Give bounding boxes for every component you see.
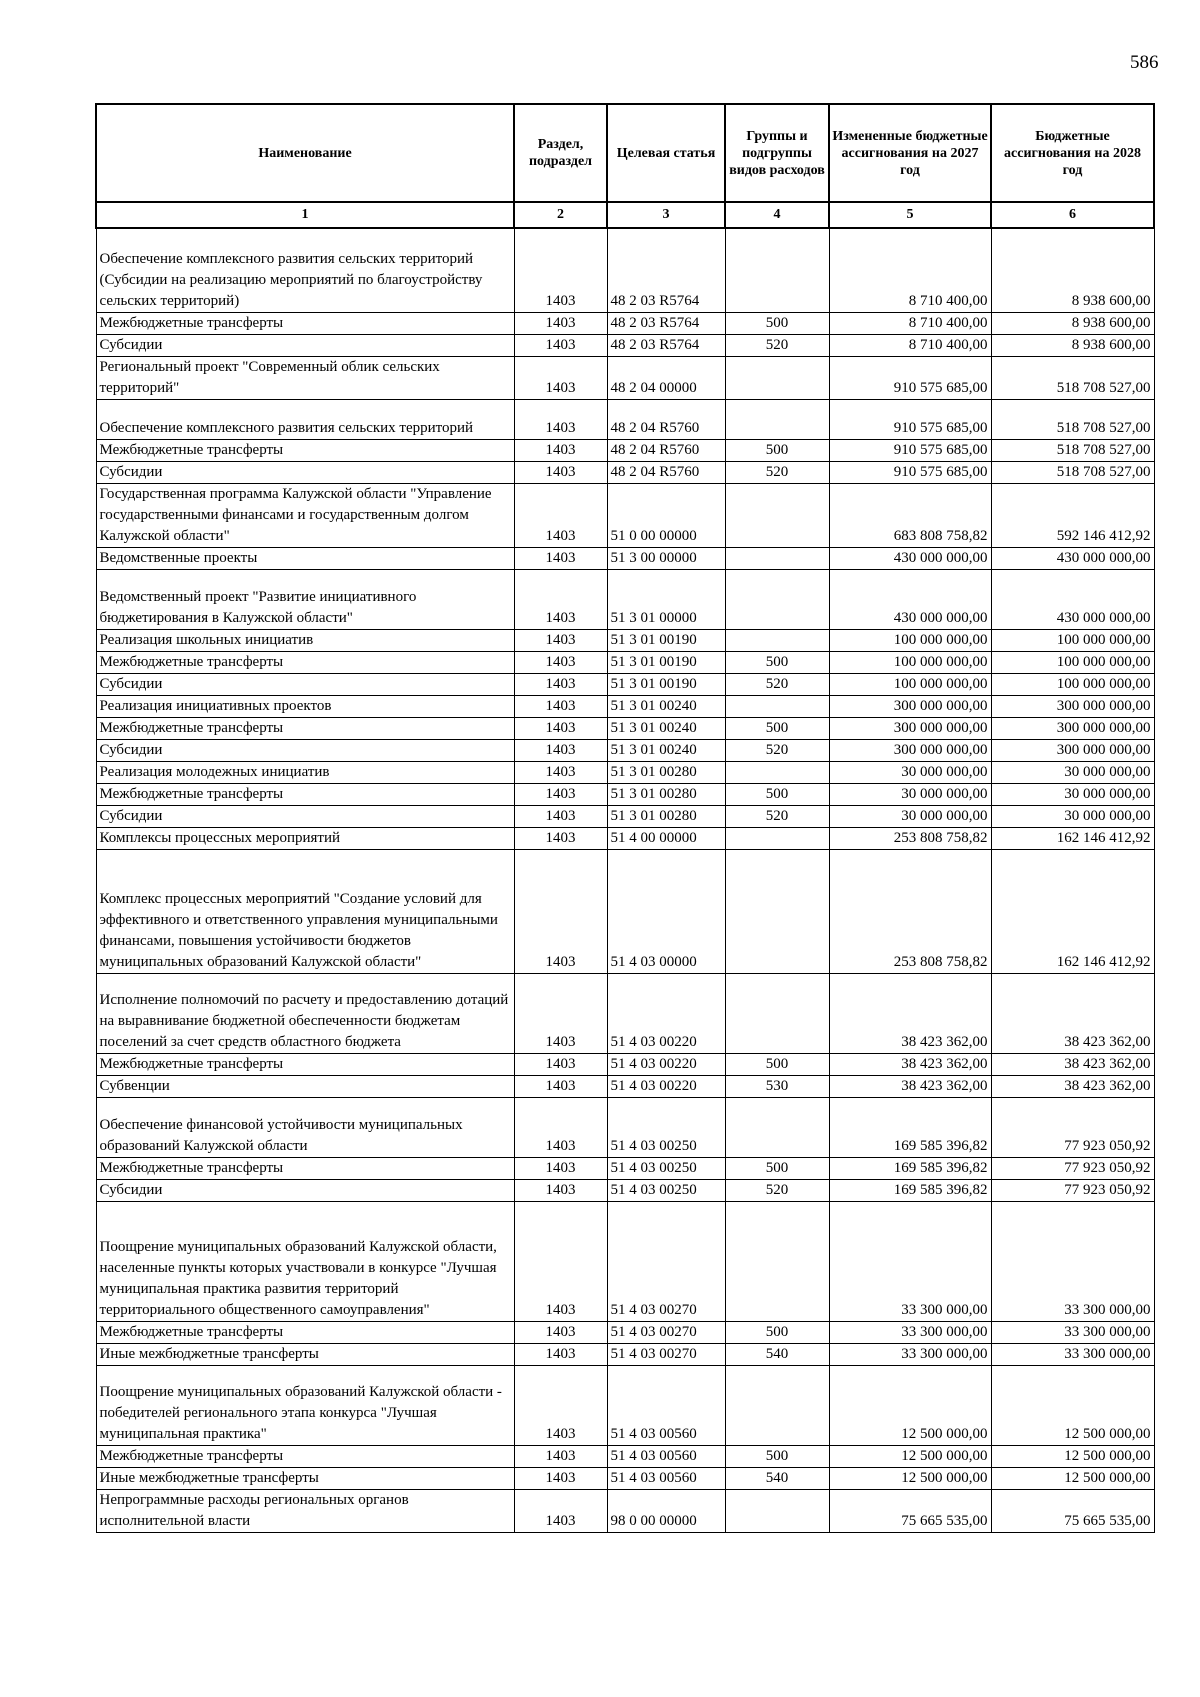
row-target: 48 2 03 R5764 [607, 334, 725, 356]
header-amount-2028: Бюджетные ассигнования на 2028 год [991, 104, 1154, 202]
row-section: 1403 [514, 1489, 607, 1532]
table-row [96, 739, 1154, 761]
row-name: Субвенции [96, 1075, 514, 1097]
row-target: 51 3 01 00280 [607, 805, 725, 827]
table-row [96, 461, 1154, 483]
row-amount-2028: 430 000 000,00 [991, 569, 1154, 629]
row-amount-2027: 38 423 362,00 [829, 1075, 991, 1097]
row-amount-2028: 518 708 527,00 [991, 461, 1154, 483]
table-row [96, 827, 1154, 849]
row-name: Межбюджетные трансферты [96, 783, 514, 805]
table-row [96, 1075, 1154, 1097]
row-target: 51 4 03 00270 [607, 1321, 725, 1343]
row-target: 51 3 01 00190 [607, 673, 725, 695]
row-group: 500 [725, 717, 829, 739]
row-group: 530 [725, 1075, 829, 1097]
column-number: 2 [514, 202, 607, 228]
row-amount-2028: 300 000 000,00 [991, 739, 1154, 761]
column-number: 6 [991, 202, 1154, 228]
row-amount-2027: 100 000 000,00 [829, 651, 991, 673]
row-amount-2027: 910 575 685,00 [829, 461, 991, 483]
row-name: Субсидии [96, 1179, 514, 1201]
row-amount-2028: 518 708 527,00 [991, 356, 1154, 399]
row-group: 500 [725, 439, 829, 461]
row-amount-2028: 8 938 600,00 [991, 334, 1154, 356]
header-name: Наименование [96, 104, 514, 202]
row-amount-2027: 169 585 396,82 [829, 1179, 991, 1201]
row-group: 500 [725, 312, 829, 334]
row-target: 51 4 03 00220 [607, 1075, 725, 1097]
header-group: Группы и подгруппы видов расходов [725, 104, 829, 202]
row-section: 1403 [514, 439, 607, 461]
table-row [96, 1365, 1154, 1445]
row-section: 1403 [514, 228, 607, 312]
row-section: 1403 [514, 483, 607, 547]
row-group [725, 827, 829, 849]
header-target: Целевая статья [607, 104, 725, 202]
row-name: Межбюджетные трансферты [96, 1053, 514, 1075]
row-target: 51 4 03 00270 [607, 1201, 725, 1321]
table-row [96, 673, 1154, 695]
row-target: 51 4 03 00220 [607, 1053, 725, 1075]
row-section: 1403 [514, 673, 607, 695]
row-section: 1403 [514, 1179, 607, 1201]
table-row [96, 849, 1154, 973]
row-name: Межбюджетные трансферты [96, 717, 514, 739]
row-target: 51 4 03 00000 [607, 849, 725, 973]
row-amount-2028: 8 938 600,00 [991, 228, 1154, 312]
row-group: 520 [725, 805, 829, 827]
row-amount-2028: 30 000 000,00 [991, 783, 1154, 805]
row-amount-2028: 12 500 000,00 [991, 1467, 1154, 1489]
row-group: 500 [725, 783, 829, 805]
row-section: 1403 [514, 1445, 607, 1467]
row-amount-2028: 12 500 000,00 [991, 1365, 1154, 1445]
table-row [96, 439, 1154, 461]
row-group: 520 [725, 461, 829, 483]
row-name: Субсидии [96, 461, 514, 483]
table-row [96, 356, 1154, 399]
row-group: 520 [725, 1179, 829, 1201]
row-section: 1403 [514, 1321, 607, 1343]
table-row [96, 973, 1154, 1053]
row-target: 51 4 03 00270 [607, 1343, 725, 1365]
header-row [96, 104, 1154, 202]
row-amount-2028: 38 423 362,00 [991, 973, 1154, 1053]
row-group: 520 [725, 334, 829, 356]
column-number: 1 [96, 202, 514, 228]
row-target: 51 4 03 00250 [607, 1097, 725, 1157]
row-amount-2027: 12 500 000,00 [829, 1365, 991, 1445]
row-group [725, 1097, 829, 1157]
row-name: Реализация молодежных инициатив [96, 761, 514, 783]
row-section: 1403 [514, 849, 607, 973]
row-amount-2028: 75 665 535,00 [991, 1489, 1154, 1532]
row-amount-2028: 8 938 600,00 [991, 312, 1154, 334]
row-section: 1403 [514, 1365, 607, 1445]
row-section: 1403 [514, 651, 607, 673]
row-name: Реализация инициативных проектов [96, 695, 514, 717]
row-amount-2027: 8 710 400,00 [829, 228, 991, 312]
row-amount-2027: 8 710 400,00 [829, 312, 991, 334]
row-target: 48 2 04 R5760 [607, 399, 725, 439]
row-section: 1403 [514, 461, 607, 483]
header-amount-2027: Измененные бюджетные ассигнования на 2027 год [829, 104, 991, 202]
table-row [96, 1157, 1154, 1179]
row-amount-2028: 77 923 050,92 [991, 1157, 1154, 1179]
row-group: 520 [725, 673, 829, 695]
row-name: Государственная программа Калужской области "Управление государственными финансами и государственным долгом Калужской области" [96, 483, 514, 547]
table-row [96, 1343, 1154, 1365]
row-amount-2028: 38 423 362,00 [991, 1075, 1154, 1097]
table-row [96, 629, 1154, 651]
column-number: 3 [607, 202, 725, 228]
column-number-row [96, 202, 1154, 228]
table-row [96, 483, 1154, 547]
row-name: Региональный проект "Современный облик сельских территорий" [96, 356, 514, 399]
row-section: 1403 [514, 805, 607, 827]
row-section: 1403 [514, 783, 607, 805]
row-target: 51 4 03 00250 [607, 1179, 725, 1201]
row-name: Комплексы процессных мероприятий [96, 827, 514, 849]
row-section: 1403 [514, 356, 607, 399]
row-name: Субсидии [96, 334, 514, 356]
row-section: 1403 [514, 312, 607, 334]
row-amount-2027: 430 000 000,00 [829, 547, 991, 569]
row-amount-2027: 300 000 000,00 [829, 739, 991, 761]
row-amount-2027: 910 575 685,00 [829, 399, 991, 439]
table-row [96, 1489, 1154, 1532]
row-amount-2028: 518 708 527,00 [991, 439, 1154, 461]
row-amount-2028: 300 000 000,00 [991, 695, 1154, 717]
row-target: 51 3 01 00280 [607, 761, 725, 783]
table-row [96, 717, 1154, 739]
row-amount-2028: 33 300 000,00 [991, 1201, 1154, 1321]
row-name: Субсидии [96, 673, 514, 695]
row-name: Межбюджетные трансферты [96, 1321, 514, 1343]
row-target: 51 3 01 00190 [607, 651, 725, 673]
row-group [725, 1365, 829, 1445]
row-amount-2027: 30 000 000,00 [829, 761, 991, 783]
row-group: 500 [725, 1053, 829, 1075]
row-name: Обеспечение финансовой устойчивости муниципальных образований Калужской области [96, 1097, 514, 1157]
row-amount-2027: 12 500 000,00 [829, 1467, 991, 1489]
table-row [96, 228, 1154, 312]
header-section: Раздел, подраздел [514, 104, 607, 202]
row-section: 1403 [514, 547, 607, 569]
row-name: Ведомственный проект "Развитие инициативного бюджетирования в Калужской области" [96, 569, 514, 629]
row-target: 51 3 00 00000 [607, 547, 725, 569]
row-target: 51 3 01 00240 [607, 695, 725, 717]
table-row [96, 695, 1154, 717]
row-amount-2027: 8 710 400,00 [829, 334, 991, 356]
row-amount-2027: 38 423 362,00 [829, 973, 991, 1053]
row-section: 1403 [514, 399, 607, 439]
row-amount-2028: 592 146 412,92 [991, 483, 1154, 547]
row-section: 1403 [514, 1343, 607, 1365]
row-target: 51 4 03 00250 [607, 1157, 725, 1179]
row-target: 51 4 03 00220 [607, 973, 725, 1053]
row-amount-2028: 100 000 000,00 [991, 651, 1154, 673]
row-section: 1403 [514, 569, 607, 629]
table-row [96, 651, 1154, 673]
table-row [96, 399, 1154, 439]
row-group [725, 761, 829, 783]
row-amount-2027: 253 808 758,82 [829, 849, 991, 973]
row-target: 51 3 01 00240 [607, 717, 725, 739]
row-amount-2028: 38 423 362,00 [991, 1053, 1154, 1075]
row-target: 51 3 01 00280 [607, 783, 725, 805]
row-target: 51 3 01 00240 [607, 739, 725, 761]
row-group [725, 629, 829, 651]
row-target: 48 2 04 R5760 [607, 461, 725, 483]
table-row [96, 1179, 1154, 1201]
table-row [96, 1321, 1154, 1343]
row-target: 51 4 03 00560 [607, 1445, 725, 1467]
row-name: Ведомственные проекты [96, 547, 514, 569]
row-amount-2027: 910 575 685,00 [829, 439, 991, 461]
row-group: 520 [725, 739, 829, 761]
row-amount-2028: 300 000 000,00 [991, 717, 1154, 739]
row-group [725, 356, 829, 399]
row-target: 48 2 03 R5764 [607, 312, 725, 334]
row-section: 1403 [514, 1157, 607, 1179]
row-group [725, 228, 829, 312]
row-target: 48 2 04 R5760 [607, 439, 725, 461]
table-row [96, 1097, 1154, 1157]
row-amount-2027: 30 000 000,00 [829, 783, 991, 805]
row-name: Межбюджетные трансферты [96, 651, 514, 673]
table-row [96, 334, 1154, 356]
row-group: 500 [725, 1321, 829, 1343]
row-amount-2028: 162 146 412,92 [991, 849, 1154, 973]
row-amount-2028: 30 000 000,00 [991, 805, 1154, 827]
row-section: 1403 [514, 717, 607, 739]
row-amount-2027: 33 300 000,00 [829, 1321, 991, 1343]
row-target: 51 4 03 00560 [607, 1467, 725, 1489]
row-amount-2028: 77 923 050,92 [991, 1097, 1154, 1157]
row-group: 500 [725, 1445, 829, 1467]
row-group [725, 399, 829, 439]
row-group [725, 547, 829, 569]
row-section: 1403 [514, 334, 607, 356]
row-group [725, 973, 829, 1053]
row-section: 1403 [514, 1053, 607, 1075]
row-amount-2028: 12 500 000,00 [991, 1445, 1154, 1467]
row-group: 500 [725, 1157, 829, 1179]
row-name: Межбюджетные трансферты [96, 1157, 514, 1179]
table-row [96, 1467, 1154, 1489]
row-name: Комплекс процессных мероприятий "Создание условий для эффективного и ответственного управления муниципальными финансами, повышения устойчивости бюджетов муниципальных образований Калужской области" [96, 849, 514, 973]
row-name: Обеспечение комплексного развития сельских территорий [96, 399, 514, 439]
row-group [725, 483, 829, 547]
row-section: 1403 [514, 1075, 607, 1097]
row-amount-2028: 100 000 000,00 [991, 629, 1154, 651]
row-group [725, 849, 829, 973]
row-amount-2027: 910 575 685,00 [829, 356, 991, 399]
row-group [725, 569, 829, 629]
row-section: 1403 [514, 1097, 607, 1157]
row-amount-2028: 162 146 412,92 [991, 827, 1154, 849]
row-name: Поощрение муниципальных образований Калужской области - победителей регионального этапа конкурса "Лучшая муниципальная практика" [96, 1365, 514, 1445]
row-group: 500 [725, 651, 829, 673]
row-target: 51 4 03 00560 [607, 1365, 725, 1445]
table-row [96, 312, 1154, 334]
row-name: Реализация школьных инициатив [96, 629, 514, 651]
row-name: Межбюджетные трансферты [96, 439, 514, 461]
column-number: 5 [829, 202, 991, 228]
row-target: 98 0 00 00000 [607, 1489, 725, 1532]
row-section: 1403 [514, 1467, 607, 1489]
row-amount-2028: 33 300 000,00 [991, 1343, 1154, 1365]
row-section: 1403 [514, 695, 607, 717]
row-amount-2027: 30 000 000,00 [829, 805, 991, 827]
row-target: 51 0 00 00000 [607, 483, 725, 547]
row-name: Исполнение полномочий по расчету и предоставлению дотаций на выравнивание бюджетной обеспеченности бюджетам поселений за счет средств областного бюджета [96, 973, 514, 1053]
row-amount-2028: 430 000 000,00 [991, 547, 1154, 569]
table-row [96, 1445, 1154, 1467]
row-amount-2027: 75 665 535,00 [829, 1489, 991, 1532]
row-target: 51 3 01 00190 [607, 629, 725, 651]
table-row [96, 783, 1154, 805]
row-section: 1403 [514, 739, 607, 761]
table-row [96, 1201, 1154, 1321]
row-amount-2027: 430 000 000,00 [829, 569, 991, 629]
row-amount-2027: 33 300 000,00 [829, 1201, 991, 1321]
row-group [725, 1201, 829, 1321]
row-name: Межбюджетные трансферты [96, 312, 514, 334]
row-amount-2027: 169 585 396,82 [829, 1157, 991, 1179]
row-amount-2027: 169 585 396,82 [829, 1097, 991, 1157]
table-row [96, 1053, 1154, 1075]
row-amount-2027: 300 000 000,00 [829, 717, 991, 739]
row-name: Обеспечение комплексного развития сельских территорий (Субсидии на реализацию мероприятий по благоустройству сельских территорий) [96, 228, 514, 312]
row-section: 1403 [514, 973, 607, 1053]
row-name: Субсидии [96, 739, 514, 761]
row-target: 51 4 00 00000 [607, 827, 725, 849]
row-amount-2027: 12 500 000,00 [829, 1445, 991, 1467]
budget-table [95, 103, 1155, 1533]
table-row [96, 761, 1154, 783]
row-group: 540 [725, 1467, 829, 1489]
row-name: Межбюджетные трансферты [96, 1445, 514, 1467]
row-name: Непрограммные расходы региональных органов исполнительной власти [96, 1489, 514, 1532]
row-group [725, 695, 829, 717]
row-name: Поощрение муниципальных образований Калужской области, населенные пункты которых участвовали в конкурсе "Лучшая муниципальная практика развития территорий территориального общественного самоуправления" [96, 1201, 514, 1321]
row-amount-2028: 33 300 000,00 [991, 1321, 1154, 1343]
row-target: 48 2 04 00000 [607, 356, 725, 399]
row-section: 1403 [514, 827, 607, 849]
table-row [96, 547, 1154, 569]
row-amount-2028: 518 708 527,00 [991, 399, 1154, 439]
column-number: 4 [725, 202, 829, 228]
table-row [96, 805, 1154, 827]
row-amount-2027: 100 000 000,00 [829, 673, 991, 695]
row-name: Иные межбюджетные трансферты [96, 1343, 514, 1365]
row-target: 51 3 01 00000 [607, 569, 725, 629]
row-amount-2028: 77 923 050,92 [991, 1179, 1154, 1201]
row-amount-2028: 100 000 000,00 [991, 673, 1154, 695]
row-amount-2027: 38 423 362,00 [829, 1053, 991, 1075]
row-name: Иные межбюджетные трансферты [96, 1467, 514, 1489]
row-amount-2027: 100 000 000,00 [829, 629, 991, 651]
table-row [96, 569, 1154, 629]
row-amount-2027: 300 000 000,00 [829, 695, 991, 717]
row-amount-2027: 683 808 758,82 [829, 483, 991, 547]
page-number: 586 [1130, 52, 1159, 73]
row-amount-2028: 30 000 000,00 [991, 761, 1154, 783]
row-name: Субсидии [96, 805, 514, 827]
row-section: 1403 [514, 629, 607, 651]
row-target: 48 2 03 R5764 [607, 228, 725, 312]
row-section: 1403 [514, 1201, 607, 1321]
row-amount-2027: 253 808 758,82 [829, 827, 991, 849]
row-group [725, 1489, 829, 1532]
row-section: 1403 [514, 761, 607, 783]
row-group: 540 [725, 1343, 829, 1365]
row-amount-2027: 33 300 000,00 [829, 1343, 991, 1365]
